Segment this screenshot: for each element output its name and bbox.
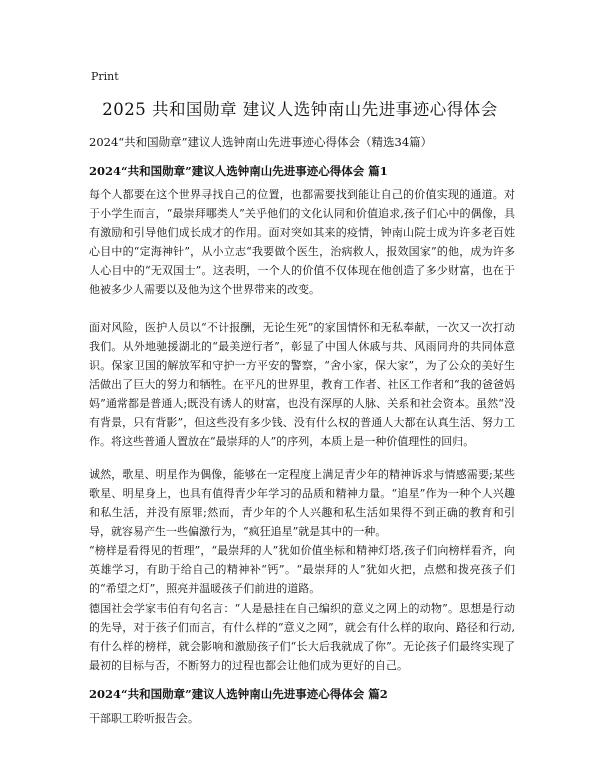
paragraph: 每个人都要在这个世界寻找自己的位置，也都需要找到能让自己的价值实现的通道。对于小学生而言，“最崇拜哪类人”关乎他们的文化认同和价值追求,孩子们心中的偶像，具有激励和引导他们成长成才的作用。面对突如其来的疫情，钟南山院士成为许多老百姓心目中的“定海神针”，从小立志“我要做个医生，治病救人，报效国家”的他，成为许多人心目中的“无双国士”。这表明，一个人的价值不仅体现在他创造了多少财富，也在于他被多少人需要以及他为这个世界带来的改变。 <box>89 188 515 296</box>
page-title: 2025 共和国勋章 建议人选钟南山先进事迹心得体会 <box>102 100 498 119</box>
page-subtitle: 2024“共和国勋章”建议人选钟南山先进事迹心得体会（精选34篇） <box>89 135 433 149</box>
section-heading-1: 2024“共和国勋章”建议人选钟南山先进事迹心得体会 篇1 <box>89 164 388 178</box>
paragraph: 诚然，歌星、明星作为偶像，能够在一定程度上满足青少年的精神诉求与情感需要;某些歌星、明星身上，也具有值得青少年学习的品质和精神力量。“追星”作为一种个人兴趣和私生活，并没有原罪;然而，青少年的个人兴趣和私生活如果得不到正确的教育和引导，就容易产生一些偏激行为，“疯狂追星”就是其中的一种。 <box>89 468 515 538</box>
section-heading-2: 2024“共和国勋章”建议人选钟南山先进事迹心得体会 篇2 <box>89 687 388 701</box>
paragraph: 德国社会学家韦伯有句名言：“人是悬挂在自己编织的意义之网上的动物”。思想是行动的先导，对于孩子们而言，有什么样的“意义之网”，就会有什么样的取向、路径和行动,有什么样的榜样，就会影响和激励孩子们“长大后我就成了你”。无论孩子们最终实现了最初的目标与否，不断努力的过程也都会让他们成为更好的自己。 <box>89 602 515 672</box>
paragraph: 干部职工聆听报告会。 <box>89 712 199 725</box>
paragraph: 面对风险，医护人员以“不计报酬，无论生死”的家国情怀和无私奉献，一次又一次打动我们。从外地驰援湖北的“最美逆行者”，彰显了中国人休戚与共、风雨同舟的共同体意识。保家卫国的解放军和守护一方平安的警察，“舍小家，保大家”，为了公众的美好生活做出了巨大的努力和牺牲。在平凡的世界里，教育工作者、社区工作者和“我的爸爸妈妈”通常都是普通人;既没有诱人的财富，也没有深厚的人脉、关系和社会资本。虽然“没有背景，只有背影”，但这些没有多少钱、没有什么权的普通人大都在认真生活、努力工作。将这些普通人置放在“最崇拜的人”的序列，本质上是一种价值理性的回归。 <box>89 321 515 448</box>
paragraph: “榜样是看得见的哲理”，“最崇拜的人”犹如价值坐标和精神灯塔,孩子们向榜样看齐，向英雄学习，有助于给自己的精神补“钙”。“最崇拜的人”犹如火把，点燃和拨亮孩子们的“希望之灯”，照亮并温暖孩子们前进的道路。 <box>89 544 515 595</box>
print-link[interactable]: Print <box>91 70 119 83</box>
